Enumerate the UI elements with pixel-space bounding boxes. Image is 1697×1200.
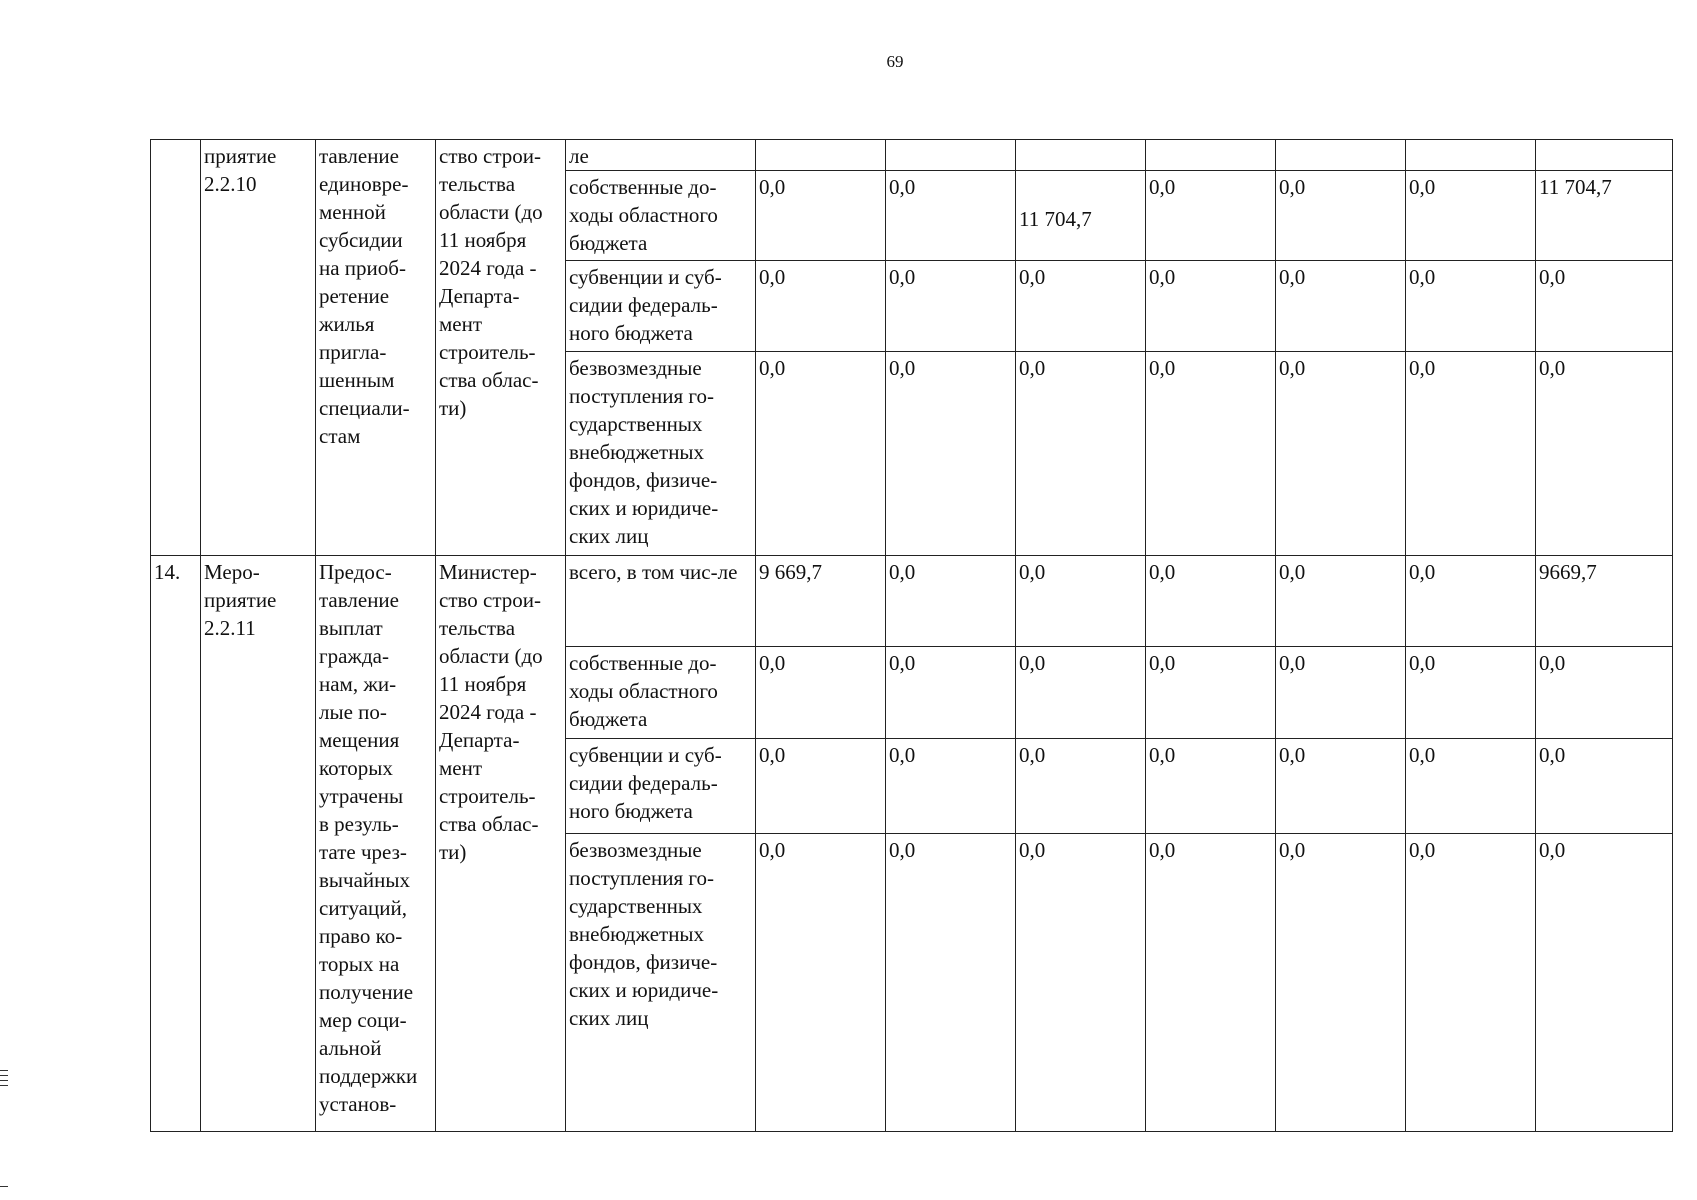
source-label: безвозмездные поступления го-сударственных внебюджетных фондов, физиче-ских и юридиче-ских лиц (566, 834, 756, 1132)
value-cell: 0,0 (1146, 556, 1276, 647)
value-cell (1536, 140, 1673, 171)
source-label: безвозмездные поступления го-сударственных внебюджетных фондов, физиче-ских и юридиче-ских лиц (566, 352, 756, 556)
row13-event-cell: приятие 2.2.10 (201, 140, 316, 556)
row13-executor-cell: ство строи- тельства области (до 11 ноября 2024 года - Департа- мент строитель- ства облас- ти) (436, 140, 566, 556)
value-cell: 0,0 (1536, 261, 1673, 352)
value-cell (1406, 140, 1536, 171)
value-cell: 0,0 (1016, 739, 1146, 834)
table-row (151, 140, 1673, 171)
value-cell: 0,0 (1406, 739, 1536, 834)
row13-name-cell: тавление единовре- менной субсидии на приоб- ретение жилья пригла- шенным специали- стам (316, 140, 436, 556)
value-cell: 0,0 (886, 739, 1016, 834)
budget-table (150, 139, 1673, 1132)
value-cell: 0,0 (1406, 352, 1536, 556)
value-cell: 0,0 (1016, 352, 1146, 556)
table-row (151, 556, 1673, 647)
value-cell: 0,0 (756, 171, 886, 261)
value-cell: 0,0 (1276, 261, 1406, 352)
value-cell: 0,0 (886, 834, 1016, 1132)
value-cell: 0,0 (1276, 556, 1406, 647)
value-cell: 0,0 (1406, 171, 1536, 261)
value-cell: 0,0 (1016, 834, 1146, 1132)
row14-executor-cell: Министер- ство строи- тельства области (до 11 ноября 2024 года - Департа- мент строитель- ства облас- ти) (436, 556, 566, 1132)
value-cell: 0,0 (1146, 647, 1276, 739)
value-cell: 0,0 (1536, 739, 1673, 834)
value-cell: 11 704,7 (1536, 171, 1673, 261)
value-cell: 0,0 (1146, 261, 1276, 352)
source-label: собственные до-ходы областного бюджета (566, 171, 756, 261)
row14-number-cell: 14. (151, 556, 201, 1132)
value-cell: 0,0 (1146, 834, 1276, 1132)
value-cell (886, 140, 1016, 171)
value-cell (1146, 140, 1276, 171)
value-cell: 11 704,7 (1016, 171, 1146, 261)
value-cell: 0,0 (1536, 352, 1673, 556)
value-cell: 0,0 (1276, 171, 1406, 261)
value-cell: 0,0 (1146, 171, 1276, 261)
value-cell: 0,0 (1276, 739, 1406, 834)
source-label: субвенции и суб-сидии федераль-ного бюджета (566, 261, 756, 352)
value-cell: 0,0 (1536, 647, 1673, 739)
page-number: 69 (886, 52, 904, 71)
value-cell: 0,0 (1016, 647, 1146, 739)
scan-margin-tick (0, 1186, 8, 1187)
value-cell: 0,0 (756, 647, 886, 739)
value-cell: 0,0 (1406, 834, 1536, 1132)
value-cell: 9669,7 (1536, 556, 1673, 647)
value-cell: 0,0 (1146, 352, 1276, 556)
value-cell: 0,0 (1016, 261, 1146, 352)
value-cell: 0,0 (1406, 556, 1536, 647)
value-cell: 0,0 (756, 739, 886, 834)
source-label: всего, в том чис-ле (566, 556, 756, 647)
value-cell: 0,0 (886, 556, 1016, 647)
value-cell: 0,0 (756, 352, 886, 556)
value-cell: 0,0 (1276, 352, 1406, 556)
scan-margin-marks (0, 1070, 8, 1090)
value-cell: 0,0 (886, 647, 1016, 739)
value-cell: 0,0 (756, 261, 886, 352)
value-cell (756, 140, 886, 171)
value-cell: 0,0 (886, 171, 1016, 261)
value-cell: 0,0 (1146, 739, 1276, 834)
value-cell: 0,0 (886, 352, 1016, 556)
value-cell: 9 669,7 (756, 556, 886, 647)
row14-name-cell: Предос- тавление выплат гражда- нам, жи- лые по- мещения которых утрачены в резуль- тате чрез- вычайных ситуаций, право ко- торых на получение мер соци- альной поддержки установ- (316, 556, 436, 1132)
value-cell: 0,0 (1276, 834, 1406, 1132)
row13-number-cell (151, 140, 201, 556)
value-cell: 0,0 (886, 261, 1016, 352)
value-cell: 0,0 (756, 834, 886, 1132)
value-cell: 0,0 (1536, 834, 1673, 1132)
value-cell: 0,0 (1406, 647, 1536, 739)
source-label: собственные до-ходы областного бюджета (566, 647, 756, 739)
value-cell: 0,0 (1016, 556, 1146, 647)
value-cell (1016, 140, 1146, 171)
value-cell: 0,0 (1276, 647, 1406, 739)
row14-event-cell: Меро- приятие 2.2.11 (201, 556, 316, 1132)
value-cell: 0,0 (1406, 261, 1536, 352)
value-cell (1276, 140, 1406, 171)
source-label: субвенции и суб-сидии федераль-ного бюджета (566, 739, 756, 834)
source-label: ле (566, 140, 756, 171)
